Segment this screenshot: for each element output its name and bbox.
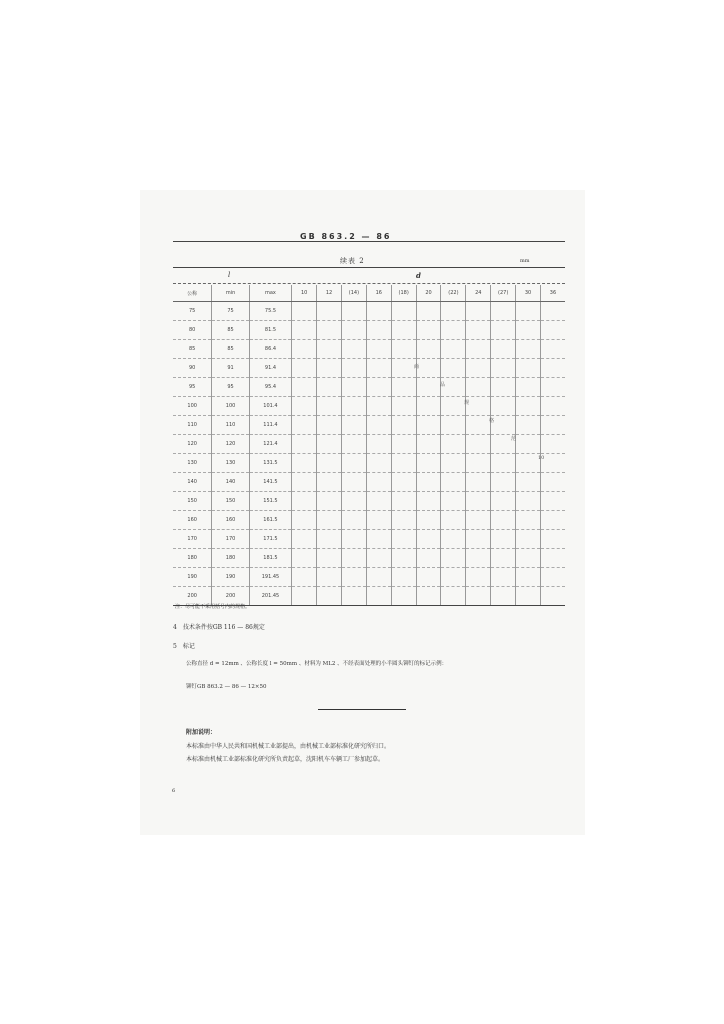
- diameter-cell: [416, 530, 441, 549]
- length-cell: 86.4: [249, 340, 292, 359]
- diameter-cell: [491, 321, 516, 340]
- diameter-cell: [516, 378, 541, 397]
- diameter-cell: [341, 378, 366, 397]
- diameter-cell: [391, 435, 416, 454]
- table-row: [173, 321, 565, 340]
- diameter-cell: [317, 359, 342, 378]
- diameter-cell: [341, 511, 366, 530]
- diameter-cell: [366, 473, 391, 492]
- diameter-cell: [540, 530, 565, 549]
- table-header-row: [173, 285, 565, 302]
- diameter-cell: [317, 549, 342, 568]
- length-cell: 190: [173, 568, 212, 587]
- diameter-cell: [341, 397, 366, 416]
- diameter-cell: [540, 321, 565, 340]
- diameter-cell: [491, 568, 516, 587]
- length-cell: 85: [173, 340, 212, 359]
- diameter-cell: [491, 492, 516, 511]
- diameter-cell: [516, 416, 541, 435]
- length-cell: 151.5: [249, 492, 292, 511]
- diameter-cell: [292, 416, 317, 435]
- diameter-cell: [416, 378, 441, 397]
- col-header: 36: [540, 285, 565, 302]
- diameter-cell: [391, 549, 416, 568]
- group-header-rule: [173, 283, 565, 284]
- diameter-cell: [466, 530, 491, 549]
- length-cell: 75.5: [249, 302, 292, 321]
- diameter-cell: [341, 454, 366, 473]
- length-cell: 111.4: [249, 416, 292, 435]
- additional-notes-heading: 附加说明：: [186, 729, 217, 736]
- diameter-cell: [491, 530, 516, 549]
- diameter-cell: [416, 511, 441, 530]
- diameter-cell: [441, 397, 466, 416]
- diameter-cell: [516, 492, 541, 511]
- diameter-cell: [366, 492, 391, 511]
- diameter-cell: [540, 435, 565, 454]
- table-row: [173, 473, 565, 492]
- diameter-cell: [292, 511, 317, 530]
- diameter-cell: [292, 359, 317, 378]
- diameter-cell: [441, 587, 466, 606]
- diameter-cell: [317, 568, 342, 587]
- additional-note-line: 本标准由机械工业部标准化研究所负责起草，沈阳机车车辆工厂参加起草。: [186, 756, 385, 763]
- diameter-cell: [391, 587, 416, 606]
- length-cell: 100: [212, 397, 249, 416]
- diameter-cell: [341, 302, 366, 321]
- col-header: 20: [416, 285, 441, 302]
- length-cell: 201.45: [249, 587, 292, 606]
- document-title: GB 863.2 — 86: [300, 232, 392, 241]
- column-36-mark: 10: [538, 455, 545, 461]
- col-header: 10: [292, 285, 317, 302]
- diameter-cell: [416, 340, 441, 359]
- length-cell: 81.5: [249, 321, 292, 340]
- diameter-cell: [491, 378, 516, 397]
- diameter-cell: [491, 473, 516, 492]
- diameter-cell: [540, 492, 565, 511]
- diameter-cell: [391, 359, 416, 378]
- diameter-cell: [292, 302, 317, 321]
- page-number: 6: [172, 788, 176, 794]
- diameter-cell: [416, 454, 441, 473]
- length-cell: 91.4: [249, 359, 292, 378]
- diameter-cell: [292, 549, 317, 568]
- diameter-cell: [540, 511, 565, 530]
- table-row: [173, 359, 565, 378]
- diameter-cell: [292, 473, 317, 492]
- length-cell: 80: [173, 321, 212, 340]
- diameter-cell: [416, 492, 441, 511]
- diameter-cell: [466, 340, 491, 359]
- diameter-cell: [366, 359, 391, 378]
- length-cell: 200: [173, 587, 212, 606]
- diameter-cell: [292, 435, 317, 454]
- section-divider: [318, 709, 406, 710]
- diameter-cell: [441, 321, 466, 340]
- diameter-cell: [341, 359, 366, 378]
- length-cell: 200: [212, 587, 249, 606]
- diameter-cell: [416, 473, 441, 492]
- diameter-cell: [466, 549, 491, 568]
- diameter-cell: [366, 587, 391, 606]
- diameter-cell: [466, 378, 491, 397]
- diameter-cell: [341, 568, 366, 587]
- rivet-length-table: [173, 285, 565, 606]
- table-row: [173, 302, 565, 321]
- title-rule: [173, 241, 565, 242]
- diameter-cell: [341, 473, 366, 492]
- diameter-cell: [341, 435, 366, 454]
- diameter-cell: [292, 397, 317, 416]
- diameter-cell: [317, 492, 342, 511]
- table-row: [173, 549, 565, 568]
- diameter-cell: [441, 340, 466, 359]
- diameter-cell: [391, 568, 416, 587]
- diameter-cell: [516, 530, 541, 549]
- diameter-cell: [317, 530, 342, 549]
- diameter-cell: [516, 302, 541, 321]
- diameter-cell: [341, 492, 366, 511]
- diameter-cell: [491, 587, 516, 606]
- diameter-cell: [441, 359, 466, 378]
- length-cell: 95.4: [249, 378, 292, 397]
- diameter-cell: [292, 378, 317, 397]
- diameter-cell: [292, 530, 317, 549]
- length-cell: 171.5: [249, 530, 292, 549]
- diameter-cell: [491, 511, 516, 530]
- diameter-cell: [341, 340, 366, 359]
- diameter-cell: [416, 435, 441, 454]
- diameter-cell: [366, 511, 391, 530]
- diameter-cell: [516, 321, 541, 340]
- diameter-cell: [466, 587, 491, 606]
- diameter-cell: [540, 359, 565, 378]
- diameter-cell: [317, 473, 342, 492]
- length-cell: 100: [173, 397, 212, 416]
- diameter-cell: [491, 454, 516, 473]
- col-header: (27): [491, 285, 516, 302]
- diameter-cell: [466, 511, 491, 530]
- diameter-cell: [540, 340, 565, 359]
- length-cell: 90: [173, 359, 212, 378]
- diameter-cell: [366, 435, 391, 454]
- diameter-cell: [540, 416, 565, 435]
- col-header: (22): [441, 285, 466, 302]
- length-cell: 120: [173, 435, 212, 454]
- length-cell: 101.4: [249, 397, 292, 416]
- length-cell: 141.5: [249, 473, 292, 492]
- diameter-cell: [416, 568, 441, 587]
- diameter-cell: [341, 321, 366, 340]
- diameter-cell: [491, 359, 516, 378]
- diameter-cell: [292, 568, 317, 587]
- length-cell: 150: [173, 492, 212, 511]
- diameter-cell: [317, 321, 342, 340]
- diameter-cell: [416, 416, 441, 435]
- diameter-cell: [466, 416, 491, 435]
- diameter-cell: [391, 511, 416, 530]
- length-cell: 180: [173, 549, 212, 568]
- diameter-cell: [292, 454, 317, 473]
- length-cell: 181.5: [249, 549, 292, 568]
- diameter-cell: [341, 530, 366, 549]
- diameter-cell: [540, 378, 565, 397]
- length-cell: 170: [173, 530, 212, 549]
- diameter-cell: [491, 340, 516, 359]
- marking-paragraph: 公称直径 d = 12mm 、公称长度 l = 50mm 、材料为 ML2 、不经表面处理的小半圆头铆钉的标记示例：: [186, 661, 448, 667]
- diameter-cell: [366, 530, 391, 549]
- table-row: [173, 568, 565, 587]
- diameter-cell: [317, 397, 342, 416]
- diameter-cell: [317, 378, 342, 397]
- column-group-d: d: [416, 271, 421, 280]
- diameter-cell: [516, 359, 541, 378]
- col-header: (18): [391, 285, 416, 302]
- diameter-cell: [366, 549, 391, 568]
- diameter-cell: [366, 568, 391, 587]
- table-row: [173, 511, 565, 530]
- additional-note-line: 本标准由中华人民共和国机械工业部提出，由机械工业部标准化研究所归口。: [186, 743, 391, 750]
- table-note: 注：尽可能不采用括号内的规格。: [175, 604, 251, 610]
- diameter-cell: [341, 587, 366, 606]
- diameter-cell: [366, 321, 391, 340]
- diameter-cell: [466, 321, 491, 340]
- length-cell: 85: [212, 340, 249, 359]
- col-header: 16: [366, 285, 391, 302]
- diameter-cell: [391, 340, 416, 359]
- length-cell: 191.45: [249, 568, 292, 587]
- diameter-cell: [391, 416, 416, 435]
- diameter-cell: [341, 549, 366, 568]
- diameter-cell: [441, 435, 466, 454]
- diameter-cell: [441, 302, 466, 321]
- table-row: [173, 492, 565, 511]
- diameter-cell: [391, 378, 416, 397]
- marking-example: 铆钉GB 863.2 — 86 — 12×50: [186, 684, 267, 690]
- diameter-cell: [540, 473, 565, 492]
- length-cell: 75: [173, 302, 212, 321]
- diagonal-mark: 范: [511, 436, 517, 442]
- diameter-cell: [516, 511, 541, 530]
- table-row: [173, 416, 565, 435]
- diameter-cell: [317, 302, 342, 321]
- diameter-cell: [466, 302, 491, 321]
- diameter-cell: [441, 568, 466, 587]
- diameter-cell: [292, 587, 317, 606]
- length-cell: 180: [212, 549, 249, 568]
- diameter-cell: [540, 397, 565, 416]
- section-4-heading: 4 技术条件按GB 116 — 86规定: [173, 624, 265, 631]
- col-header: 公称: [173, 285, 212, 302]
- diameter-cell: [516, 473, 541, 492]
- diameter-cell: [317, 416, 342, 435]
- diameter-cell: [317, 587, 342, 606]
- diameter-cell: [466, 492, 491, 511]
- length-cell: 150: [212, 492, 249, 511]
- diameter-cell: [441, 416, 466, 435]
- diameter-cell: [416, 549, 441, 568]
- length-cell: 120: [212, 435, 249, 454]
- diameter-cell: [441, 454, 466, 473]
- diameter-cell: [466, 359, 491, 378]
- diameter-cell: [516, 454, 541, 473]
- diameter-cell: [317, 435, 342, 454]
- col-header: (14): [341, 285, 366, 302]
- col-header: 12: [317, 285, 342, 302]
- diameter-cell: [540, 568, 565, 587]
- diameter-cell: [292, 340, 317, 359]
- diameter-cell: [441, 530, 466, 549]
- col-header: 30: [516, 285, 541, 302]
- length-cell: 131.5: [249, 454, 292, 473]
- table-row: [173, 378, 565, 397]
- length-cell: 130: [173, 454, 212, 473]
- diameter-cell: [391, 302, 416, 321]
- diameter-cell: [516, 397, 541, 416]
- table-top-rule: [173, 267, 565, 268]
- diameter-cell: [516, 340, 541, 359]
- table-row: [173, 530, 565, 549]
- diameter-cell: [366, 302, 391, 321]
- diameter-cell: [441, 549, 466, 568]
- col-header: 24: [466, 285, 491, 302]
- diameter-cell: [416, 359, 441, 378]
- diameter-cell: [391, 473, 416, 492]
- length-cell: 121.4: [249, 435, 292, 454]
- diameter-cell: [416, 302, 441, 321]
- table-row: [173, 435, 565, 454]
- length-cell: 190: [212, 568, 249, 587]
- column-group-l: l: [228, 271, 231, 279]
- unit-label: mm: [520, 258, 530, 264]
- diameter-cell: [416, 397, 441, 416]
- diameter-cell: [317, 340, 342, 359]
- table-row: [173, 340, 565, 359]
- diameter-cell: [516, 435, 541, 454]
- diameter-cell: [466, 454, 491, 473]
- diagonal-mark: 规: [464, 400, 470, 406]
- diameter-cell: [391, 530, 416, 549]
- length-cell: 140: [173, 473, 212, 492]
- col-header: max: [249, 285, 292, 302]
- section-5-heading: 5 标记: [173, 643, 195, 650]
- diameter-cell: [416, 321, 441, 340]
- diameter-cell: [391, 397, 416, 416]
- diameter-cell: [540, 549, 565, 568]
- diameter-cell: [491, 416, 516, 435]
- diameter-cell: [441, 511, 466, 530]
- length-cell: 110: [212, 416, 249, 435]
- diameter-cell: [366, 340, 391, 359]
- length-cell: 95: [212, 378, 249, 397]
- diagonal-mark: 商: [414, 364, 420, 370]
- diameter-cell: [466, 568, 491, 587]
- diameter-cell: [491, 549, 516, 568]
- diameter-cell: [516, 587, 541, 606]
- diameter-cell: [516, 549, 541, 568]
- length-cell: 130: [212, 454, 249, 473]
- diameter-cell: [466, 473, 491, 492]
- diameter-cell: [391, 492, 416, 511]
- length-cell: 110: [173, 416, 212, 435]
- diameter-cell: [366, 397, 391, 416]
- diameter-cell: [341, 416, 366, 435]
- diameter-cell: [491, 397, 516, 416]
- diameter-cell: [416, 587, 441, 606]
- diameter-cell: [292, 321, 317, 340]
- length-cell: 161.5: [249, 511, 292, 530]
- diameter-cell: [366, 378, 391, 397]
- diameter-cell: [441, 492, 466, 511]
- diameter-cell: [391, 454, 416, 473]
- diameter-cell: [292, 492, 317, 511]
- length-cell: 95: [173, 378, 212, 397]
- table-continuation-title: 续表 2: [340, 257, 365, 265]
- diameter-cell: [441, 473, 466, 492]
- length-cell: 85: [212, 321, 249, 340]
- diameter-cell: [366, 416, 391, 435]
- diameter-cell: [540, 302, 565, 321]
- diameter-cell: [516, 568, 541, 587]
- length-cell: 160: [212, 511, 249, 530]
- diameter-cell: [317, 454, 342, 473]
- diagonal-mark: 格: [489, 418, 495, 424]
- col-header: min: [212, 285, 249, 302]
- diameter-cell: [366, 454, 391, 473]
- table-row: [173, 454, 565, 473]
- length-cell: 160: [173, 511, 212, 530]
- diameter-cell: [391, 321, 416, 340]
- length-cell: 91: [212, 359, 249, 378]
- diameter-cell: [317, 511, 342, 530]
- table-row: [173, 397, 565, 416]
- diameter-cell: [540, 587, 565, 606]
- diagonal-mark: 品: [440, 382, 446, 388]
- diameter-cell: [466, 397, 491, 416]
- length-cell: 170: [212, 530, 249, 549]
- length-cell: 75: [212, 302, 249, 321]
- diameter-cell: [466, 435, 491, 454]
- diameter-cell: [491, 302, 516, 321]
- length-cell: 140: [212, 473, 249, 492]
